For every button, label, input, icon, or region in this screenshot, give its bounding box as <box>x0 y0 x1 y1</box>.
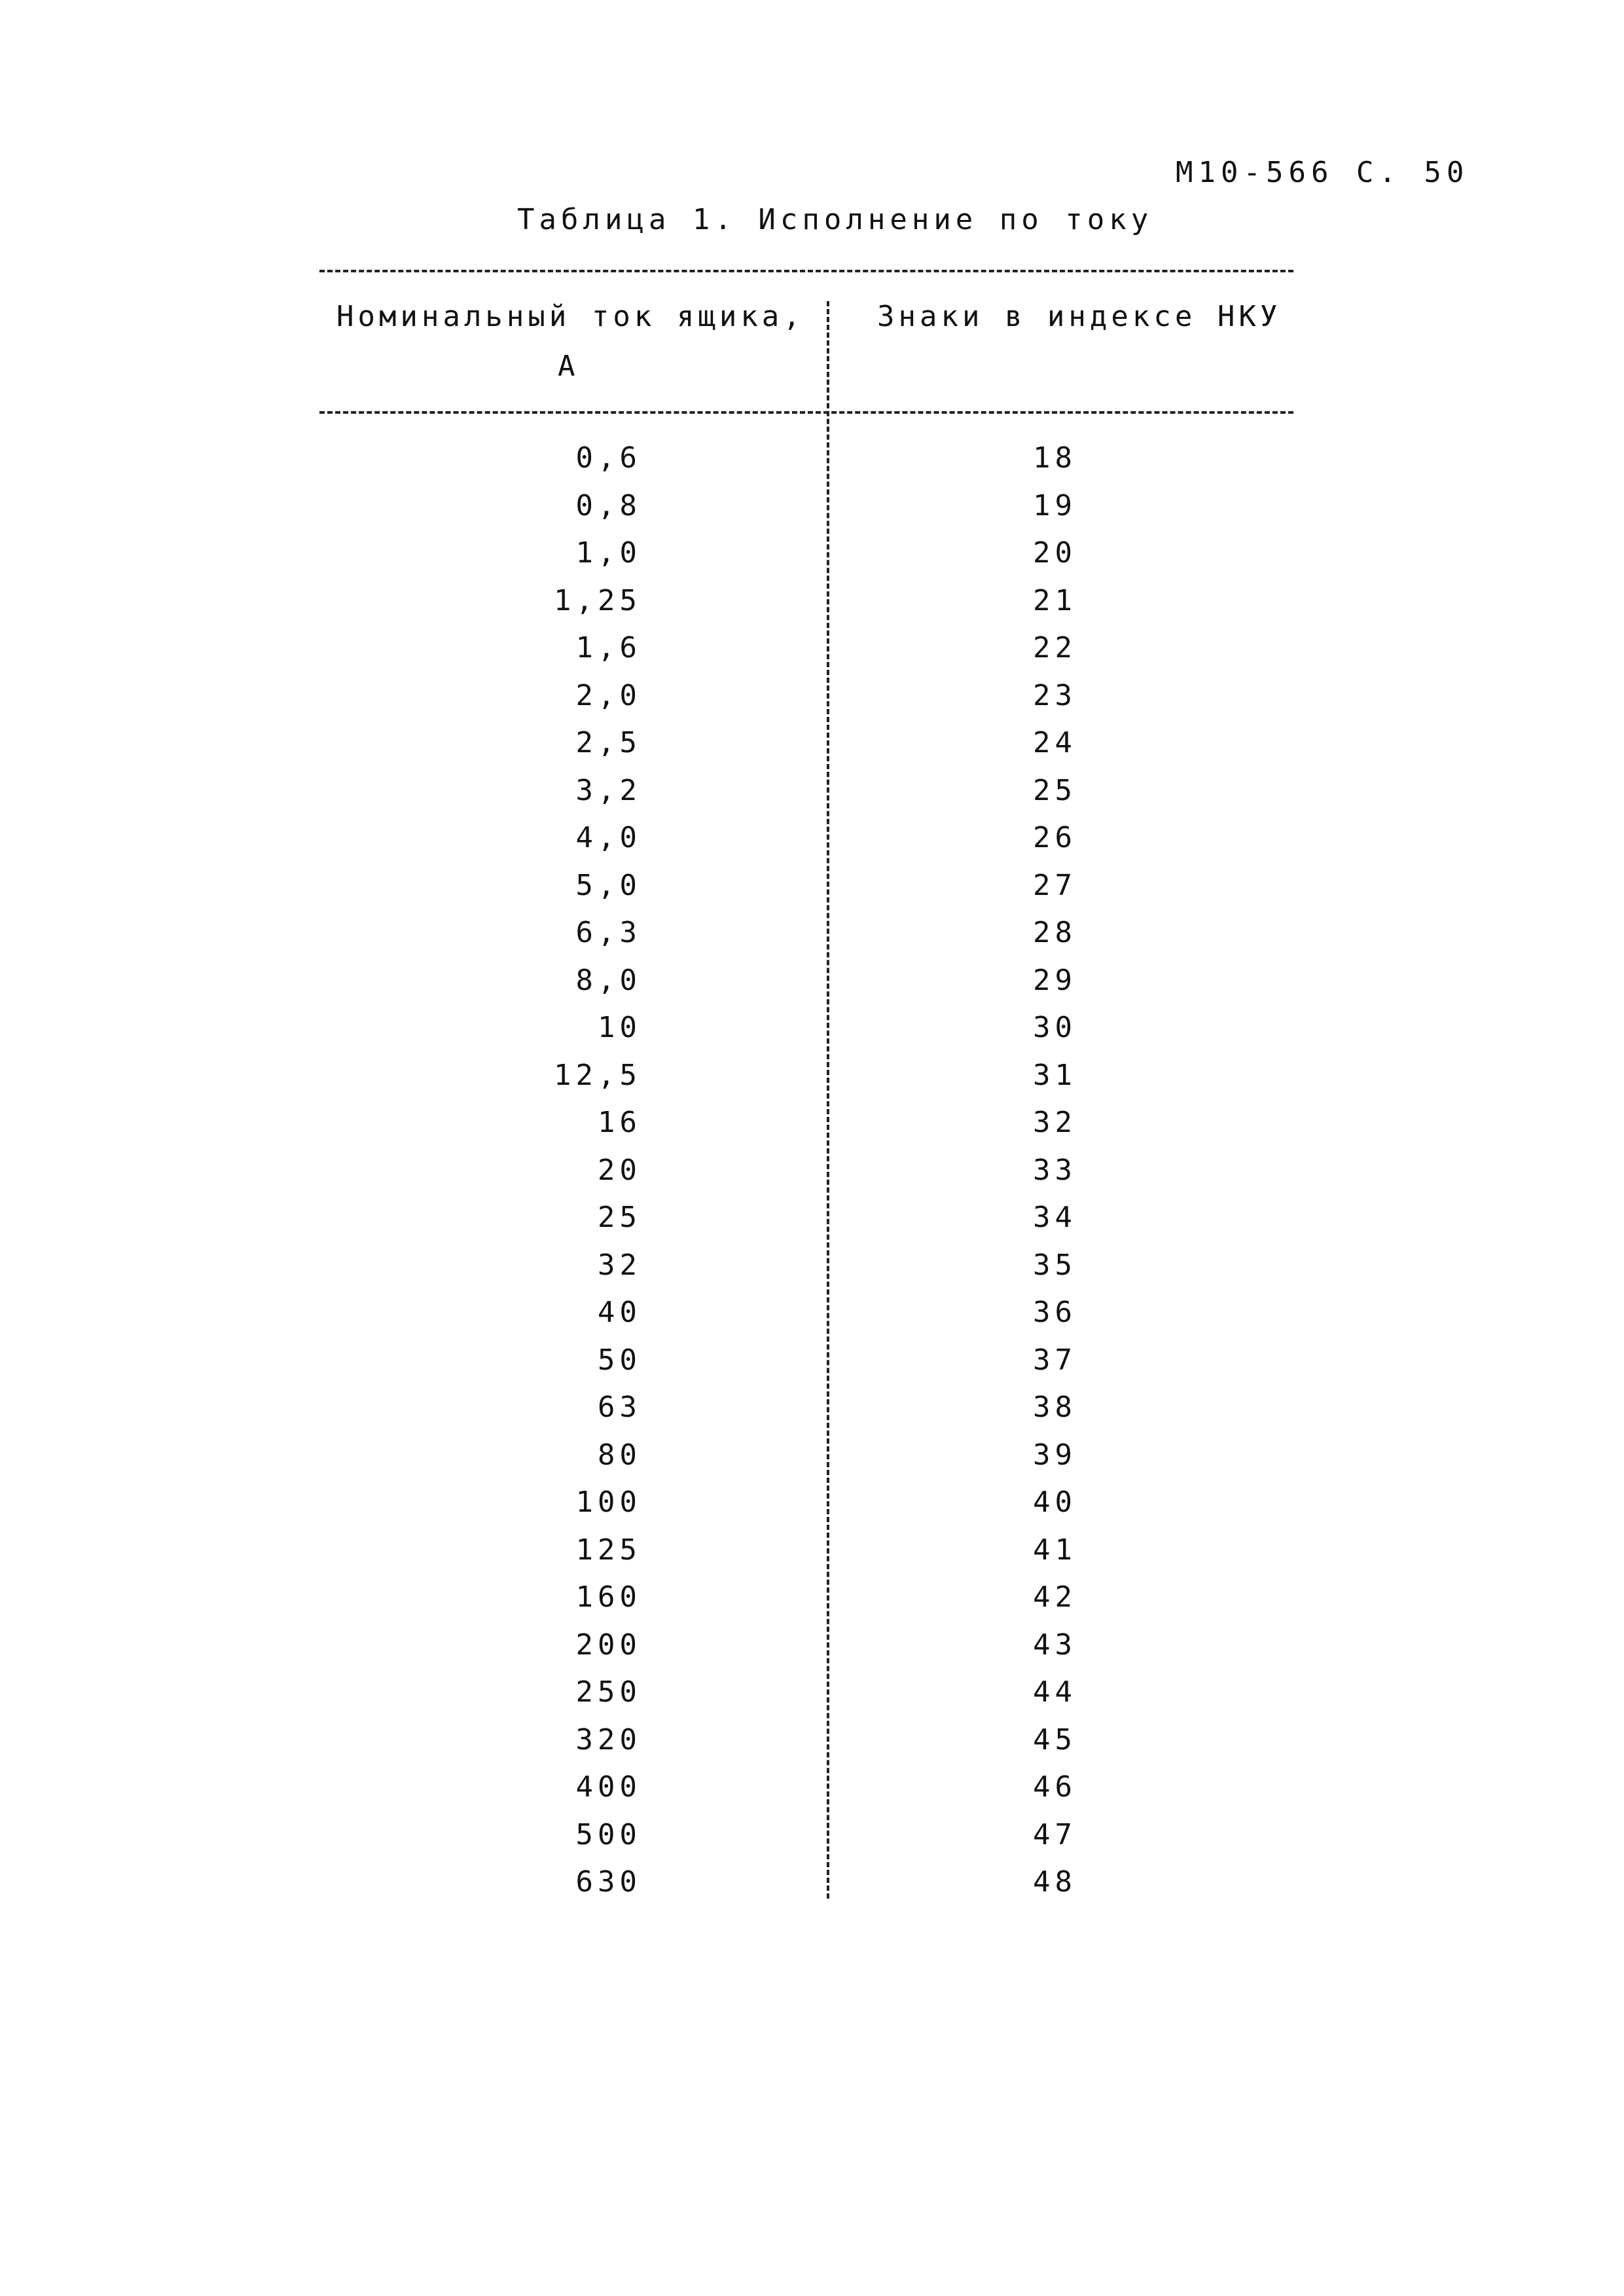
table-top-rule <box>319 270 1293 272</box>
cell-rated-current: 25 <box>598 1201 641 1234</box>
cell-rated-current: 6,3 <box>575 916 641 949</box>
table-row <box>0 915 1624 962</box>
cell-rated-current: 16 <box>598 1106 641 1139</box>
table-row <box>0 1437 1624 1485</box>
cell-rated-current: 200 <box>575 1628 641 1662</box>
table-title: Таблица 1. Исполнение по току <box>517 203 1153 236</box>
cell-index-code: 43 <box>1033 1628 1077 1662</box>
cell-rated-current: 125 <box>575 1533 641 1567</box>
cell-index-code: 45 <box>1033 1722 1077 1757</box>
table-row <box>0 1674 1624 1722</box>
cell-rated-current: 10 <box>598 1011 641 1044</box>
cell-rated-current: 500 <box>575 1817 641 1851</box>
table-row <box>0 1104 1624 1152</box>
cell-rated-current: 320 <box>575 1722 641 1757</box>
cell-index-code: 29 <box>1033 963 1077 997</box>
cell-index-code: 34 <box>1033 1201 1077 1234</box>
table-body <box>0 440 1624 1912</box>
page-header-ref: М10-566 С. 50 <box>1176 156 1470 189</box>
cell-rated-current: 400 <box>575 1770 641 1804</box>
table-row <box>0 725 1624 773</box>
table-row <box>0 1532 1624 1580</box>
cell-rated-current: 0,8 <box>575 488 641 522</box>
table-row <box>0 1389 1624 1437</box>
cell-index-code: 20 <box>1033 536 1077 570</box>
cell-index-code: 46 <box>1033 1770 1077 1804</box>
cell-rated-current: 630 <box>575 1865 641 1899</box>
cell-index-code: 44 <box>1033 1675 1077 1709</box>
table-row <box>0 535 1624 583</box>
cell-index-code: 19 <box>1033 488 1077 522</box>
table-row <box>0 867 1624 915</box>
cell-rated-current: 100 <box>575 1485 641 1519</box>
cell-index-code: 31 <box>1033 1058 1077 1092</box>
cell-rated-current: 0,6 <box>575 441 641 475</box>
cell-index-code: 23 <box>1033 678 1077 712</box>
cell-rated-current: 3,2 <box>575 773 641 807</box>
table-row <box>0 1152 1624 1200</box>
cell-index-code: 28 <box>1033 916 1077 949</box>
cell-rated-current: 5,0 <box>575 868 641 902</box>
cell-index-code: 36 <box>1033 1296 1077 1329</box>
cell-rated-current: 1,6 <box>575 631 641 665</box>
cell-index-code: 40 <box>1033 1485 1077 1519</box>
cell-index-code: 38 <box>1033 1391 1077 1424</box>
table-row <box>0 1722 1624 1770</box>
cell-index-code: 37 <box>1033 1343 1077 1377</box>
cell-rated-current: 50 <box>598 1343 641 1377</box>
table-row <box>0 1769 1624 1817</box>
cell-rated-current: 32 <box>598 1248 641 1282</box>
table-row <box>0 1864 1624 1912</box>
cell-rated-current: 2,0 <box>575 678 641 712</box>
table-row <box>0 1294 1624 1342</box>
table-row <box>0 440 1624 488</box>
table-header-rule <box>319 411 1293 414</box>
cell-index-code: 26 <box>1033 821 1077 854</box>
cell-rated-current: 63 <box>598 1391 641 1424</box>
cell-rated-current: 160 <box>575 1580 641 1614</box>
cell-index-code: 24 <box>1033 726 1077 759</box>
cell-rated-current: 1,0 <box>575 536 641 570</box>
cell-rated-current: 1,25 <box>554 583 641 617</box>
cell-index-code: 39 <box>1033 1438 1077 1472</box>
table-row <box>0 1199 1624 1247</box>
cell-rated-current: 2,5 <box>575 726 641 759</box>
table-row <box>0 1484 1624 1532</box>
cell-rated-current: 12,5 <box>554 1058 641 1092</box>
table-row <box>0 583 1624 630</box>
cell-rated-current: 8,0 <box>575 963 641 997</box>
cell-index-code: 47 <box>1033 1817 1077 1851</box>
table-row <box>0 1579 1624 1627</box>
table-row <box>0 820 1624 867</box>
cell-index-code: 30 <box>1033 1011 1077 1044</box>
cell-index-code: 48 <box>1033 1865 1077 1899</box>
cell-index-code: 25 <box>1033 773 1077 807</box>
cell-index-code: 32 <box>1033 1106 1077 1139</box>
cell-index-code: 42 <box>1033 1580 1077 1614</box>
column-header-current-unit: А <box>558 350 579 383</box>
table-row <box>0 488 1624 536</box>
cell-index-code: 27 <box>1033 868 1077 902</box>
cell-rated-current: 4,0 <box>575 821 641 854</box>
cell-rated-current: 40 <box>598 1296 641 1329</box>
table-row <box>0 1010 1624 1057</box>
cell-rated-current: 20 <box>598 1153 641 1187</box>
cell-rated-current: 250 <box>575 1675 641 1709</box>
table-row <box>0 1247 1624 1295</box>
table-row <box>0 1817 1624 1865</box>
table-row <box>0 630 1624 678</box>
cell-index-code: 41 <box>1033 1533 1077 1567</box>
cell-index-code: 21 <box>1033 583 1077 617</box>
cell-index-code: 35 <box>1033 1248 1077 1282</box>
column-header-code: Знаки в индексе НКУ <box>877 300 1282 333</box>
cell-index-code: 33 <box>1033 1153 1077 1187</box>
cell-index-code: 22 <box>1033 631 1077 665</box>
table-row <box>0 1057 1624 1105</box>
table-row <box>0 773 1624 820</box>
table-row <box>0 678 1624 725</box>
table-row <box>0 962 1624 1010</box>
table-row <box>0 1342 1624 1390</box>
cell-index-code: 18 <box>1033 441 1077 475</box>
cell-rated-current: 80 <box>598 1438 641 1472</box>
table-row <box>0 1627 1624 1675</box>
column-header-current: Номинальный ток ящика, <box>336 300 804 333</box>
